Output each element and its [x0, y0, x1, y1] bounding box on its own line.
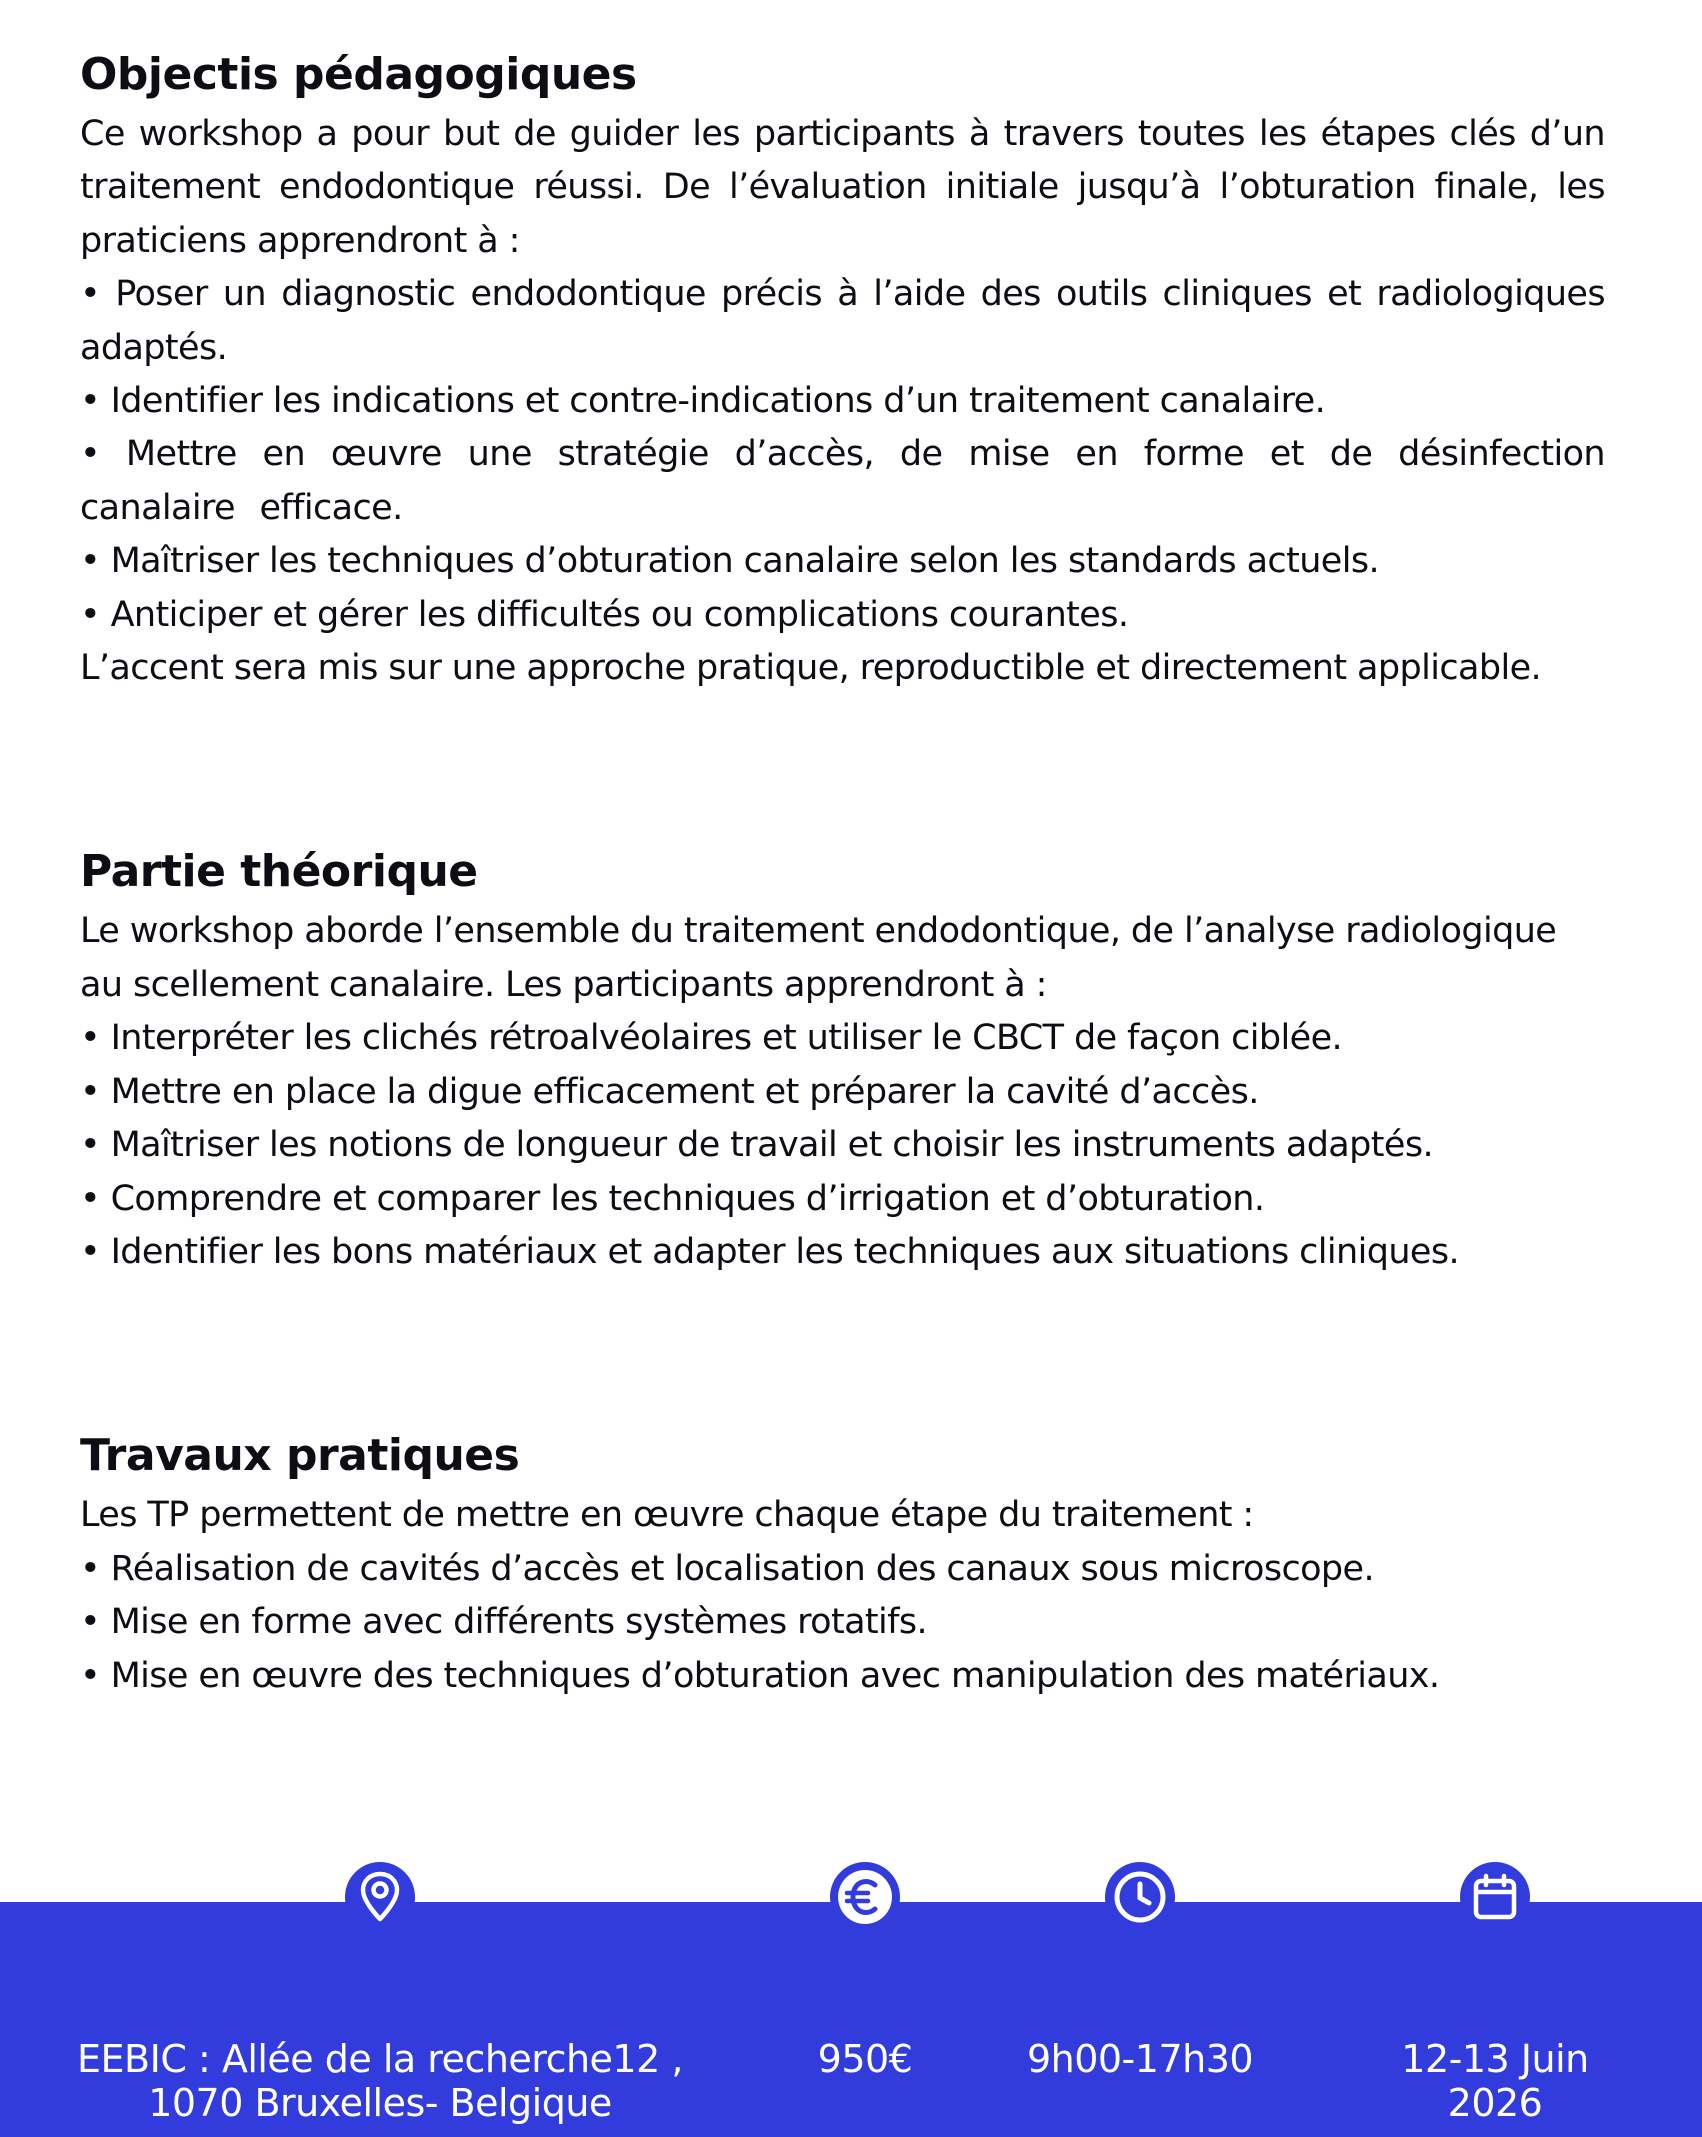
theorie-section [80, 839, 1605, 1279]
list-item: • Identifier les bons matériaux et adapter les techniques aux situations cliniques. [80, 1231, 1459, 1272]
tp-section [80, 1423, 1605, 1703]
list-item: • Anticiper et gérer les difficultés ou complications courantes. [80, 594, 1129, 635]
list-item: • Maîtriser les techniques d’obturation canalaire selon les standards actuels. [80, 541, 1379, 582]
objectifs-section [80, 42, 1605, 695]
list-item: • Réalisation de cavités d’accès et localisation des canaux sous microscope. [80, 1548, 1375, 1589]
location-line-1: EEBIC : Allée de la recherche12 , [77, 2037, 683, 2081]
location-info [55, 1862, 705, 2125]
location-pin-icon [345, 1862, 415, 1932]
list-item: • Mise en forme avec différents systèmes rotatifs. [80, 1602, 928, 1643]
date-text [1355, 2037, 1635, 2125]
list-item: • Mise en œuvre des techniques d’obturation avec manipulation des matériaux. [80, 1655, 1440, 1696]
price-text: 950€ [817, 2037, 913, 2081]
time-text: 9h00-17h30 [1026, 2037, 1254, 2081]
tp-title: Travaux pratiques [80, 1430, 520, 1482]
list-item: • Mettre en place la digue efficacement et préparer la cavité d’accès. [80, 1071, 1259, 1112]
list-item: • Mettre en œuvre une stratégie d’accès, de mise en forme et de désinfection canalaire efficace. [80, 434, 1605, 528]
clock-icon [1105, 1862, 1175, 1932]
document-body [80, 42, 1605, 1703]
list-item: • Comprendre et comparer les techniques d’irrigation et d’obturation. [80, 1178, 1265, 1219]
euro-icon [830, 1862, 900, 1932]
location-line-2: 1070 Bruxelles- Belgique [148, 2081, 612, 2125]
list-item: • Identifier les indications et contre-indications d’un traitement canalaire. [80, 381, 1326, 422]
date-line-1: 12-13 Juin [1401, 2037, 1589, 2081]
objectifs-intro: Ce workshop a pour but de guider les participants à travers toutes les étapes clés d’un traitement endodontique réussi. De l’évaluation initiale jusqu’à l’obturation finale, les praticiens apprendront à : [80, 114, 1605, 261]
time-info [1000, 1862, 1280, 2081]
date-line-2: 2026 [1447, 2081, 1543, 2125]
list-item: • Maîtriser les notions de longueur de travail et choisir les instruments adaptés. [80, 1125, 1433, 1166]
calendar-icon [1460, 1862, 1530, 1932]
date-info [1355, 1862, 1635, 2125]
objectifs-outro: L’accent sera mis sur une approche pratique, reproductible et directement applicable. [80, 648, 1542, 689]
theorie-bullet-list [80, 1012, 1605, 1279]
list-item: • Poser un diagnostic endodontique précis à l’aide des outils cliniques et radiologiques adaptés. [80, 274, 1605, 368]
price-info [765, 1862, 965, 2081]
tp-intro: Les TP permettent de mettre en œuvre chaque étape du traitement : [80, 1495, 1254, 1536]
theorie-intro: Le workshop aborde l’ensemble du traitement endodontique, de l’analyse radiologique au scellement canalaire. Les participants apprendront à : [80, 911, 1557, 1005]
objectifs-title: Objectis pédagogiques [80, 49, 637, 100]
list-item: • Interpréter les clichés rétroalvéolaires et utiliser le CBCT de façon ciblée. [80, 1018, 1343, 1059]
objectifs-bullet-list [80, 268, 1605, 642]
tp-bullet-list [80, 1543, 1605, 1703]
location-text [55, 2037, 705, 2125]
theorie-title: Partie théorique [80, 846, 478, 898]
